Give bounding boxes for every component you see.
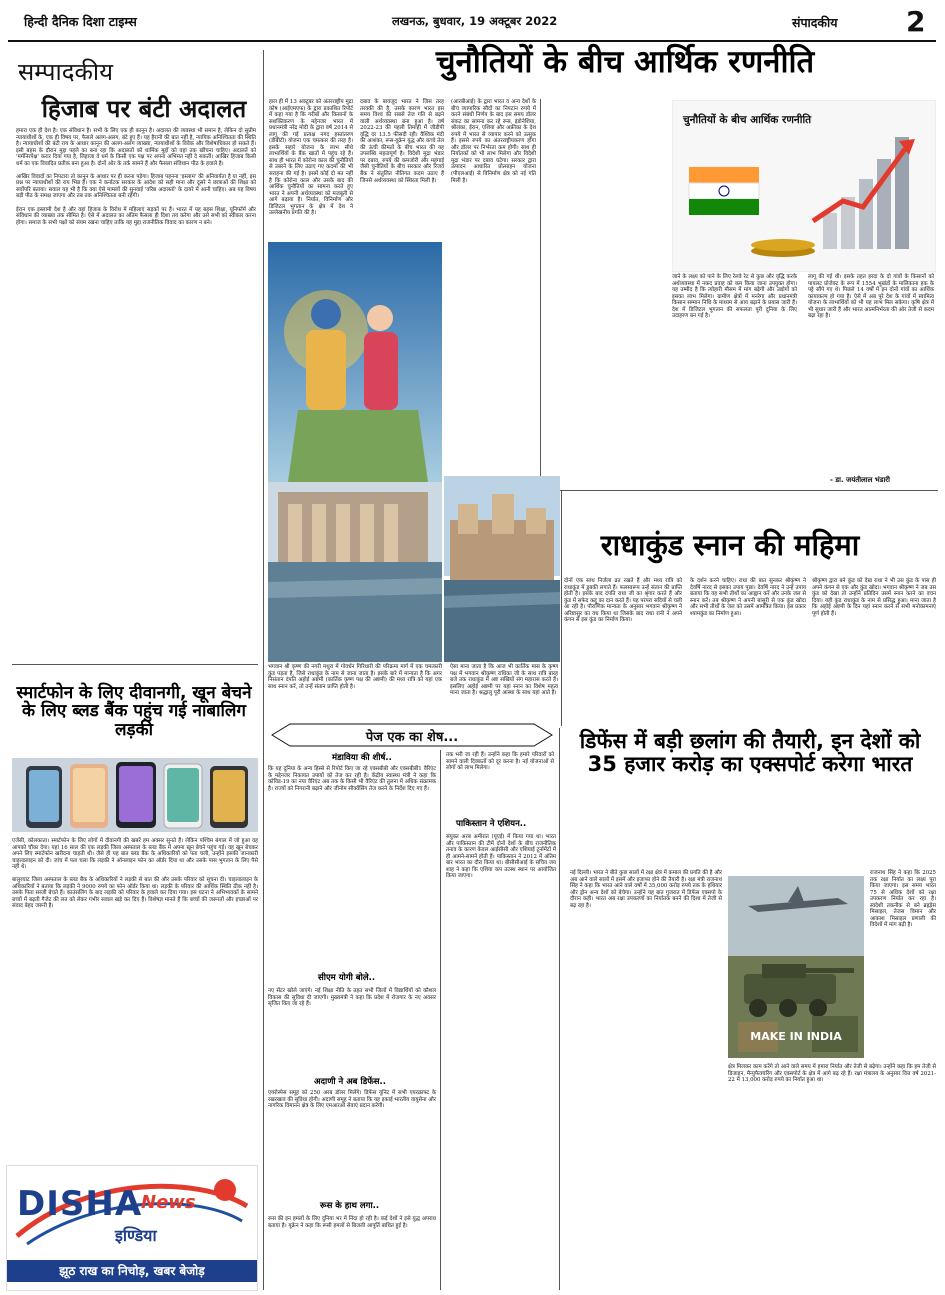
page-end-banner-text: पेज एक का शेष...	[365, 730, 459, 745]
economy-author: - डा. जयंतीलाल भंडारी	[830, 476, 890, 484]
mandaviya-title: मंडाविया की शीर्ष..	[332, 753, 392, 763]
mandaviya-body: कि यह दुनिया के अन्य हिस्से से रिपोर्ट किए जा रहे एक्सबीबी और एक्सबीबी1 वैरिएंट के मद्देनजर निकायत उपायों को तेज कर रही है। केंद्रीय स्वास्थ्य मंत्री ने कहा कि कोविड-19 का नया वैरिएंट अब तक के किसी भी वैरिएंट की तुलना में अधिक संक्रामक है। राज्यों को निगरानी बढ़ाने और जीनोम सीक्वेंसिंग तेज करने के निर्देश दिए गए हैं।	[268, 766, 438, 792]
krishna-radha-illustration	[268, 242, 442, 662]
disha-logo	[6, 1165, 258, 1291]
economy-graphic	[672, 100, 936, 272]
logo-brand-sub: इण्डिया	[115, 1226, 157, 1245]
column-rule	[440, 750, 441, 1290]
adani-body: एयरोस्पेस समूह को 250 अरब डॉलर मिलेंगे। डिफेंस यूनिट में सभी एयरक्राफ्ट के रखरखाव की सुविधा होगी। अदाणी समूह ने बताया कि यह इकाई भारतीय वायुसेना और नागरिक विमानन क्षेत्र के लिए एमआरओ सेवाएं प्रदान करेगी।	[268, 1090, 438, 1110]
radhakund-headline: राधाकुंड स्नान की महिमा	[600, 528, 860, 562]
masthead	[0, 0, 945, 50]
radhakund-photo-caption: भगवान श्री कृष्ण की नगरी मथुरा में गोवर्धन गिरिधारी की परिक्रमा मार्ग में एक चमत्कारी कुंड पड़ता है, जिसे राधाकुंड के नाम से जाना जाता है। इसके बारे में मान्यता है कि अगर निसंतान दंपति अहोई अष्टमी (कार्तिक कृष्ण पक्ष की अष्टमी) की मध्य रात्रि को यहां एक साथ स्नान करें, तो उन्हें संतान प्राप्ति होती है।	[268, 664, 444, 690]
section-name: संपादकीय	[792, 15, 838, 30]
pakistan-title: पाकिस्तान ने एशियन..	[456, 819, 527, 829]
defence-body-c: क्षेत्र मिलकर काम करेंगे तो आने वाले समय में हमारा निर्यात और तेजी से बढ़ेगा। उन्होंने कहा कि हम तेजी से डिजाइन, मैन्युफैक्चरिंग और एक्सपोर्ट के क्षेत्र में आगे बढ़ रहे हैं। रक्षा मंत्रालय के अनुसार वित्त वर्ष 2021-22 में 13,000 करोड़ रुपये का निर्यात हुआ था।	[728, 1064, 938, 1084]
russia-title: रूस के हाथ लगा..	[320, 1201, 380, 1211]
phones-illustration	[12, 758, 258, 832]
page-end-banner	[272, 724, 552, 746]
radhakund-body-b: दोनों एक साथ निर्जला व्रत रखते हैं और मध्य रात्रि को राधाकुंड में डुबकी लगाते हैं। फलस्वरूप उन्हें संतान की प्राप्ति होती है। इसके बाद दंपति राधा जी का श्रृंगार करते हैं और कुंड में सफेद कद्दू का दान करते हैं। यह परंपरा सदियों से चली आ रही है। पौराणिक मान्यता के अनुसार भगवान श्रीकृष्ण ने अरिष्टासुर का वध किया था जिसके बाद राधा रानी ने अपने कंगन से इस कुंड का निर्माण किया।	[564, 578, 684, 624]
dateline: लखनऊ, बुधवार, 19 अक्टूबर 2022	[392, 14, 558, 28]
defence-photo	[728, 876, 864, 1058]
logo-brand: DISHA	[17, 1184, 143, 1224]
column-rule	[263, 50, 264, 1290]
smartphone-photo	[12, 758, 258, 832]
yogi-body: नए सेंटर खोले जाएंगे। नई शिक्षा नीति के तहत सभी जिलों में विद्यार्थियों को कौशल विकास की सुविधा दी जाएगी। मुख्यमंत्री ने कहा कि प्रदेश में रोजगार के नए अवसर सृजित किए जा रहे हैं।	[268, 988, 438, 1008]
radhakund-tank-photo	[444, 476, 560, 662]
radhakund-body-a: ऐसा माना जाता है कि आज भी कार्तिक मास के कृष्ण पक्ष में भगवान श्रीकृष्ण राधिका जी के साथ रात्रि बारह बजे तक राधाकुंड में अष्ट सखियों संग महारास करते हैं। इसलिए अहोई अष्टमी पर यहां स्नान का विशेष महत्व माना जाता है। श्रद्धालु पूरी आस्था के साथ यहां आते हैं।	[450, 664, 560, 697]
economy-body-col1: हाल ही में 13 अक्टूबर को अंतरराष्ट्रीय मुद्रा कोष (आईएमएफ) के द्वारा प्रकाशित रिपोर्ट में कहा गया है कि गरीबों और किसानों के सशक्तिकरण के मद्देनजर भारत में प्रधानमंत्री नरेंद्र मोदी के द्वारा वर्ष 2014 से लागू की गई प्रत्यक्ष नगद हस्तांतरण (डीबीटी) योजना एक चमत्कार की तरह है। इसके सहारे योजना के लाभ सीधे लाभार्थियों के बैंक खातों में पहुंच रहे हैं। साथ ही भारत में कोरोना काल की चुनौतियों से उबरने के लिए उठाए गए कदमों की भी सराहना की गई है। इसमें कोई दो मत नहीं है कि कोरोना काल और उसके बाद की आर्थिक चुनौतियों का सामना करते हुए भारत ने अपनी अर्थव्यवस्था को मजबूती से आगे बढ़ाया है। निर्यात, विनिर्माण और डिजिटल भुगतान के क्षेत्र में देश ने उल्लेखनीय प्रगति की है।	[269, 99, 355, 217]
page-end-col2-top: तक भरी जा रही हैं। उन्होंने कहा कि हमारे परिवारों को सामने वाली दिक्कतों को दूर करना है। नई योजनाओं से लोगों को लाभ मिलेगा।	[446, 752, 556, 772]
make-in-india-label: MAKE IN INDIA	[750, 1030, 842, 1043]
russia-body: रूस की इन हमलों के लिए दुनिया भर में निंदा हो रही है। कई देशों ने इसे युद्ध अपराध बताया है। यूक्रेन ने कहा कि रूसी हमलों से बिजली आपूर्ति बाधित हुई है।	[268, 1216, 438, 1229]
pakistan-body: संयुक्त अरब अमीरात (यूएई) में किया गया था। भारत और पाकिस्तान की टीमें दोनों देशों के बीच राजनीतिक तनाव के कारण केवल आईसीसी और एशियाई टूर्नामेंटों में ही आमने-सामने होती हैं। पाकिस्तान ने 2012 में अंतिम बार भारत का दौरा किया था। बीसीसीआई के सचिव जय शाह ने कहा कि एशिया कप तटस्थ स्थान पर आयोजित किया जाएगा।	[446, 834, 558, 880]
editorial-headline: हिजाब पर बंटी अदालत	[41, 95, 247, 123]
adani-title: अदाणी ने अब डिफेंस..	[314, 1077, 387, 1087]
paper-name: हिन्दी दैनिक दिशा टाइम्स	[24, 14, 137, 29]
economy-body-col4: जाने के लक्ष्य को पाने के लिए रेलवे रेट से कुछ और वृद्धि करके अर्थव्यवस्था में नकद प्रवाह को कम किया जाना उपयुक्त होगा। यह उम्मीद है कि त्योहारी मौसम में मांग बढ़ेगी और उद्योगों को इसका लाभ मिलेगा। ग्रामीण क्षेत्रों में मनरेगा और प्रधानमंत्री किसान सम्मान निधि के माध्यम से आय बढ़ाने के प्रयास जारी हैं। देश में डिजिटल भुगतान की सफलता पूरी दुनिया के लिए उदाहरण बन गई है।	[672, 274, 799, 320]
yogi-title: सीएम योगी बोले..	[318, 973, 376, 983]
divider	[12, 664, 258, 665]
logo-tagline: झूठ राख का निचोड़, खबर बेजोड़	[7, 1260, 257, 1282]
editorial-column-title: सम्पादकीय	[18, 58, 114, 86]
economy-body-col2: दबाव के बावजूद भारत ने जिस तरह तरक्की की है, उसके कारण भारत इस समय विश्व की सबसे तेज गति से बढ़ने वाली अर्थव्यवस्था बना हुआ है। वर्ष 2022-23 की पहली तिमाही में जीडीपी वृद्धि दर 13.5 फीसदी रही। वैश्विक मंदी की आशंका, रूस-यूक्रेन युद्ध और कच्चे तेल की ऊंची कीमतों के बीच भारत की यह उपलब्धि महत्वपूर्ण है। विदेशी मुद्रा भंडार पर दबाव, रुपये की कमजोरी और महंगाई जैसी चुनौतियों के बीच सरकार और रिजर्व बैंक ने संतुलित नीतिगत कदम उठाए हैं जिनसे अर्थव्यवस्था को स्थिरता मिली है।	[360, 99, 446, 184]
defence-body-a: नई दिल्ली। भारत ने बीते कुछ सालों में रक्षा क्षेत्र में कमाल की प्रगति की है और अब आने वाले सालों में इसमें और इजाफा होने की तैयारी है। रक्षा मंत्री राजनाथ सिंह ने कहा कि भारत आने वाले वर्षों में 35,000 करोड़ रुपये तक के हथियार और ड्रोन अन्य देशों को बेचेगा। उन्होंने यह बात गुजरात में डिफेंस एक्सपो के दौरान कही। भारत अब रक्षा उपकरणों का निर्यातक बनने की दिशा में तेजी से बढ़ रहा है।	[570, 870, 724, 909]
masthead-rule	[8, 40, 936, 42]
defence-body-b: राजनाथ सिंह ने कहा कि 2025 तक रक्षा निर्यात का लक्ष्य पूरा किया जाएगा। इस समय भारत 75 से अधिक देशों को रक्षा उपकरण निर्यात कर रहा है। स्वदेशी तकनीक से बने ब्रह्मोस मिसाइल, तेजस विमान और आकाश मिसाइल प्रणाली की विदेशों में मांग बढ़ी है।	[870, 870, 938, 929]
page-number: 2	[906, 5, 926, 38]
divider	[560, 490, 938, 491]
temple-illustration	[444, 476, 560, 662]
economy-graphic-caption: चुनौतियों के बीच आर्थिक रणनीति	[683, 114, 812, 126]
radhakund-body-c: के दर्शन करने चाहिए। राधा की बात सुनकर श्रीकृष्ण ने देवर्षि नारद से इसका उपाय पूछा। देवर्षि नारद ने उन्हें उपाय बताया कि वह सभी तीर्थों का आह्वान करें और उनके जल से स्नान करें। तब श्रीकृष्ण ने अपनी बांसुरी से एक कुंड खोदा और सभी तीर्थों के जल को उसमें आमंत्रित किया। इस प्रकार श्यामकुंड का निर्माण हुआ।	[690, 578, 808, 617]
logo-brand-suffix: News	[141, 1192, 196, 1213]
smartphone-body: एजेंसी, कोलकाता। स्मार्टफोन के लिए लोगों में दीवानगी की खबरें हम अक्सर सुनते हैं। लेकिन पश्चिम बंगाल में जो हुआ वह आपको चौंका देगा। यहां 16 साल की एक लड़की जिला अस्पताल के ब्लड बैंक में अपना खून बेचने पहुंच गई। वह खून बेचकर अपने लिए स्मार्टफोन खरीदना चाहती थी। जैसे ही यह बात ब्लड बैंक के अधिकारियों को पता चली, उन्होंने इसकी जानकारी चाइल्डलाइन को दी। जांच में पता चला कि लड़की ने ऑनलाइन फोन का ऑर्डर दिया था और उसके पास भुगतान के लिए पैसे नहीं थे। बालुरघाट जिला अस्पताल के ब्लड बैंक के अधिकारियों ने लड़की से बात की और उसके परिवार को सूचना दी। चाइल्डलाइन के अधिकारियों ने बताया कि लड़की ने 9000 रुपये का फोन ऑर्डर किया था। लड़की के परिवार की आर्थिक स्थिति ठीक नहीं है। उसके पिता सब्जी बेचते हैं। काउंसलिंग के बाद लड़की को परिवार के हवाले कर दिया गया। इस घटना ने अभिभावकों के सामने बच्चों में बढ़ती गैजेट की लत को लेकर गंभीर सवाल खड़े कर दिए हैं। विशेषज्ञ मानते हैं कि बच्चों की जरूरतों और इच्छाओं पर संवाद बेहद जरूरी है।	[12, 838, 258, 910]
radhakund-body-d: श्रीकृष्ण द्वारा बने कुंड को देख राधा ने भी उस कुंड के पास ही अपने कंगन से एक और कुंड खोदा। भगवान श्रीकृष्ण ने जब उस कुंड को देखा तो उन्होंने प्रतिदिन उसमें स्नान करने का वचन दिया। यही कुंड राधाकुंड के नाम से प्रसिद्ध हुआ। माना जाता है कि अहोई अष्टमी के दिन यहां स्नान करने से सभी मनोकामनाएं पूर्ण होती हैं।	[812, 578, 938, 617]
defence-headline: डिफेंस में बड़ी छलांग की तैयारी, इन देशों को 35 हजार करोड़ का एक्सपोर्ट करेगा भारत	[579, 729, 921, 776]
smartphone-headline: स्मार्टफोन के लिए दीवानगी, खून बेचने के लिए ब्लड बैंक पहुंच गई नाबालिग लड़की	[16, 683, 252, 740]
economy-body-col5: लागू की गई थी। इसके तहत हरदा के दो गांवों के किसानों को पायलट प्रोजेक्ट के रूप में 1554 भूखंडों के मालिकाना हक के पट्टे सौंपे गए थे। पिछले 14 वर्षों में इन दोनों गांवों का आर्थिक कायाकल्प हो गया है। ऐसे में अब पूरे देश के गांवों में स्वामित्व योजना के लाभार्थियों को भी यह लाभ मिल सकेगा। कृषि क्षेत्र में भी सुधार जारी हैं और भारत आत्मनिर्भरता की ओर तेजी से कदम बढ़ा रहा है।	[808, 274, 936, 320]
column-rule	[561, 490, 562, 726]
column-rule	[540, 99, 541, 485]
economy-body-col3: (आरबीआई) के द्वारा भारत व अन्य देशों के बीच व्यापारिक सौदों का निपटान रुपये में करने संबंधी निर्णय के बाद इस समय डॉलर संकट का सामना कर रहे रूस, इंडोनेशिया, श्रीलंका, ईरान, एशिया और अफ्रीका के देश रुपये में भारत से व्यापार करने को उत्सुक हैं। इससे रुपये का अंतरराष्ट्रीयकरण होगा और डॉलर पर निर्भरता कम होगी। साथ ही निर्यातकों को भी लाभ मिलेगा और विदेशी मुद्रा भंडार पर दबाव घटेगा। सरकार द्वारा उत्पादन आधारित प्रोत्साहन योजना (पीएलआई) से विनिर्माण क्षेत्र को नई गति मिली है।	[451, 99, 538, 184]
economy-headline: चुनौतियों के बीच आर्थिक रणनीति	[435, 44, 815, 80]
column-rule	[559, 728, 560, 1290]
editorial-body: हमारा एक ही देश है। एक संविधान है। सभी के लिए एक ही कानून है। अदालत की व्यवस्था भी समान है, लेकिन दो सुप्रीम न्यायाधीशों के, एक ही विषय पर, फैसले अलग-अलग, बंटे हुए हैं। यह हैरानी की बात नहीं है, न्यायिक अनिश्चितता की स्थिति है। न्यायाधीशों की बंटी राय के आधार कानून की अलग-अलग व्याख्या, न्यायाधीशों के विवेक और विशेषाधिकार हो सकते हैं। इसी बहस के दौरान मुद्दा पहले का बना रहा कि अदालतों को धार्मिक मुद्दों को वहां तक खींचना चाहिए। अदालतें को 'मर्मनिरपेक्ष' करार दिया गया है, लिहाजा वे धर्म के किसी एक पक्ष पर अपना अभिमत नहीं दे सकतीं। आखिर हिजाब किसी धर्म का एक विवादित प्रतीक बना हुआ है। दोनों ओर के तर्क सामने हैं और फैसला संविधान पीठ के हवाले है। आखिर विवादों का निपटारा तो कानून के आधार पर ही करना पड़ेगा। हिजाब पहनना 'इस्लाम' की अनिवार्यता है या नहीं, इस प्रश्न पर न्यायाधीशों की राय भिन्न है। एक ने कर्नाटक सरकार के आदेश को सही माना और दूसरे ने छात्राओं की शिक्षा को सर्वोपरि बताया। सवाल यह भी है कि क्या ऐसे मामलों की सुनवाई 'वरिष्ठ अदालतों' के दायरे में आनी चाहिए। अब यह विषय बड़ी पीठ के समक्ष जाएगा और तब तक अनिश्चितता बनी रहेगी। ईरान एक इस्लामी देश है और वहां हिजाब के विरोध में महिलाएं सड़कों पर हैं। भारत में यह बहस शिक्षा, यूनिफॉर्म और संविधान की व्याख्या तक सीमित है। ऐसे में अदालत का अंतिम फैसला ही दिशा तय करेगा और उसे सभी को स्वीकार करना होगा। समाज के सभी पक्षों को संयम रखना चाहिए ताकि यह मुद्दा राजनीतिक विवाद का कारण न बने।	[16, 128, 256, 226]
radhakund-photo	[268, 242, 442, 662]
